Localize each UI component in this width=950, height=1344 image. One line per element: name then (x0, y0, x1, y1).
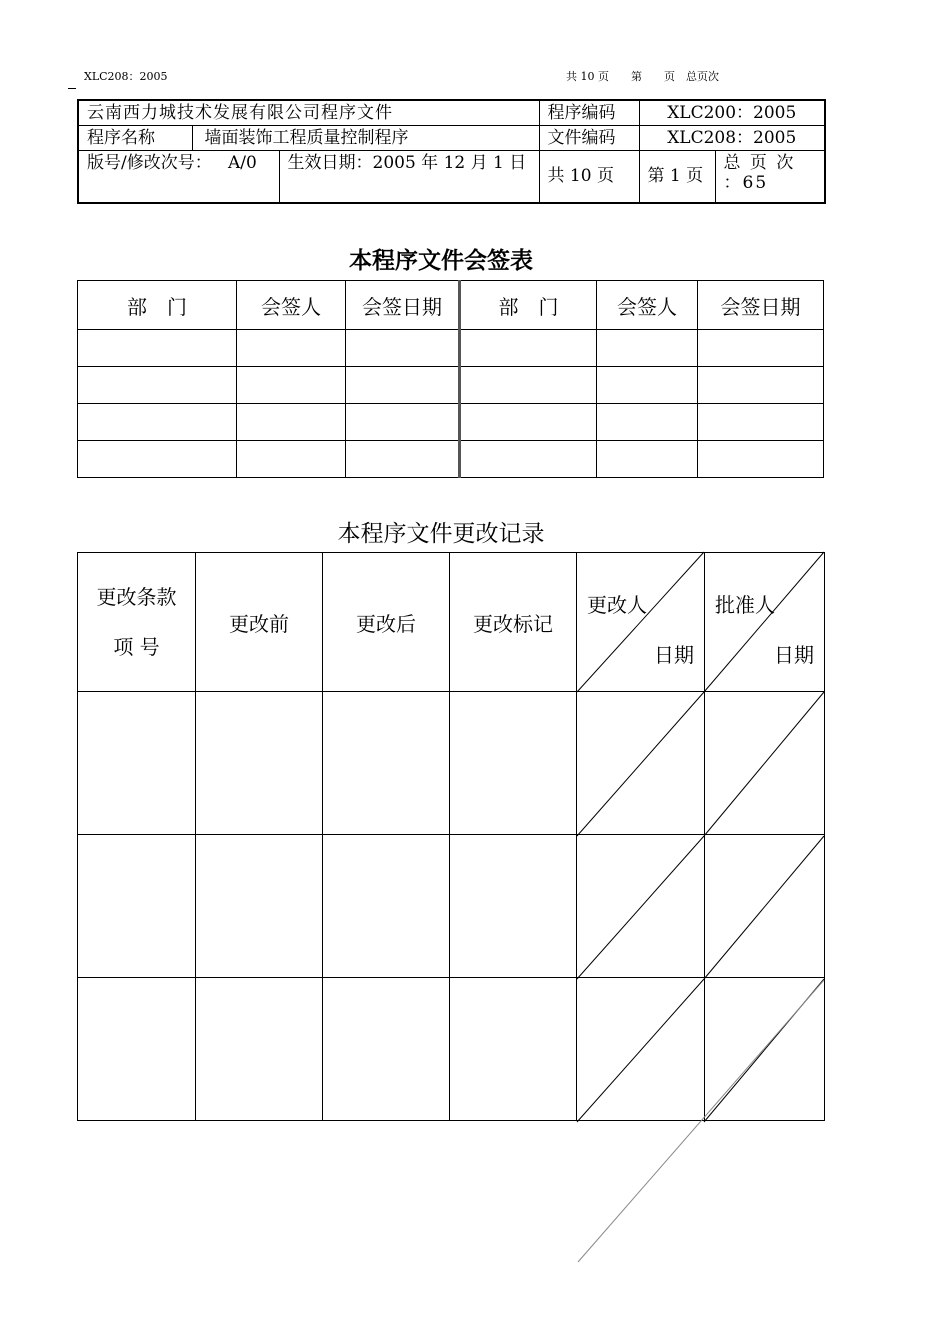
change-record-title: 本程序文件更改记录 (337, 521, 545, 547)
approver-label: 批准人 (715, 593, 775, 617)
signoff-col-dept-2: 部 门 (460, 281, 597, 330)
changer-label: 更改人 (587, 593, 647, 617)
company-title: 云南西力城技术发展有限公司程序文件 (78, 100, 539, 126)
page-header-right: 共 10 页 第 页 总页次 (566, 70, 719, 83)
signoff-col-dept: 部 门 (78, 281, 237, 330)
diagonal-line (704, 552, 824, 692)
clause-label-line2: 项 号 (113, 635, 160, 659)
changer-date-label: 日期 (654, 643, 694, 667)
total-pages: 共 10 页 (539, 151, 639, 203)
diagonal-line (577, 836, 704, 979)
diagonal-line (577, 979, 704, 1122)
clause-label-line1: 更改条款 (96, 585, 177, 609)
change-col-mark: 更改标记 (450, 553, 577, 692)
file-code-label: 文件编码 (539, 126, 639, 151)
signoff-col-date: 会签日期 (346, 281, 460, 330)
approver-date-label: 日期 (774, 643, 814, 667)
program-name-label: 程序名称 (78, 126, 192, 151)
page-header-left: XLC208：2005 (84, 70, 168, 83)
diagonal-line (704, 836, 824, 979)
version-label: 版号/修改次号： (87, 153, 212, 173)
change-col-after: 更改后 (323, 553, 450, 692)
diagonal-line (577, 692, 704, 836)
file-code-value: XLC208：2005 (639, 126, 825, 151)
total-count: 总 页 次 ：65 (715, 151, 825, 203)
change-col-before: 更改前 (196, 553, 323, 692)
signoff-col-signer-2: 会签人 (597, 281, 698, 330)
program-name-value: 墙面装饰工程质量控制程序 (192, 126, 539, 151)
program-code-label: 程序编码 (539, 100, 639, 126)
page-number: 第 1 页 (639, 151, 715, 203)
overflow-diagonal-line (578, 980, 824, 1262)
diagonal-line (704, 692, 824, 836)
diagonal-line (577, 552, 704, 692)
signoff-title: 本程序文件会签表 (349, 248, 533, 274)
version-value: A/0 (227, 153, 257, 173)
signoff-col-signer: 会签人 (237, 281, 346, 330)
signoff-col-date-2: 会签日期 (698, 281, 824, 330)
effective-date: 生效日期：2005 年 12 月 1 日 (279, 151, 539, 203)
program-code-value: XLC200：2005 (639, 100, 825, 126)
